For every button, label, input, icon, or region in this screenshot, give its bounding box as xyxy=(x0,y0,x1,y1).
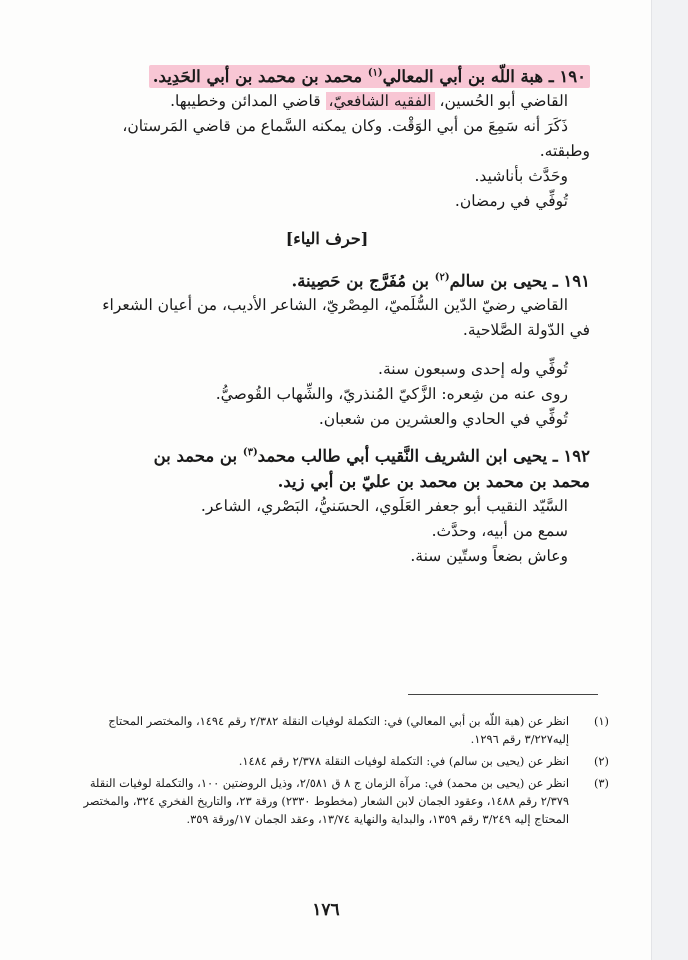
entry-192-line: محمد بن محمد بن محمد بن عليّ بن أبي زيد. xyxy=(277,471,590,491)
footnote-number: (١) xyxy=(593,714,609,728)
entry-191-line: تُوفِّي وله إحدى وسبعون سنة. xyxy=(378,360,568,378)
entry-190-heading xyxy=(64,60,590,89)
footnote-text: انظر عن (هبة اللّه بن أبي المعالي) في: التكملة لوفيات النقلة ٢/٣٨٢ رقم ١٤٩٤، والمختصر المحتاج إليه٣/٢٢٧ رقم ١٢٩٦. xyxy=(108,714,569,746)
footnote-number: (٣) xyxy=(593,776,609,790)
footnote-2 xyxy=(64,752,609,770)
entry-190-line: وحَدَّث بأناشيد. xyxy=(474,166,568,185)
footnotes xyxy=(64,712,609,832)
entry-190-line: وطبقته. xyxy=(539,141,590,160)
footnote-divider xyxy=(408,694,598,695)
entry-192-line: سمع من أبيه، وحدَّث. xyxy=(431,521,568,540)
section-title: [حرف الياء] xyxy=(285,228,369,248)
entry-192-line: السَّيّد النقيب أبو جعفر العَلَوي، الحسَنيُّ، البَصْري، الشاعر. xyxy=(200,496,568,515)
footnote-text: انظر عن (يحيى بن محمد) في: مرآة الزمان ج ٨ ق ٢/٥٨١، وذيل الروضتين ١٠٠، والتكملة لوفيات النقلة ٢/٣٧٩ رقم ١٤٨٨، وعقود الجمان لابن الشعار (مخطوط ٢٣٣٠) ورقة ٢٣، والتاريخ الفخري ٣٢٤، والمختصر المحتاج إليه ٣/٢٤٩ رقم ١٣٥٩، والبداية والنهاية ١٣/٧٤، وعقد الجمان ١٧/ورقة ٣٥٩. xyxy=(83,776,569,826)
entry-192-heading: ١٩٢ ـ يحيى ابن الشريف النَّقيب أبي طالب محمد$^{(٣)}$ بن محمد بن xyxy=(153,446,590,466)
viewer-side-strip xyxy=(651,0,688,960)
footnote-ref-3[interactable]: (٣) xyxy=(242,447,258,458)
footnote-ref-1[interactable]: (١) xyxy=(367,67,383,78)
footnote-ref-2[interactable]: (٢) xyxy=(434,271,450,283)
entry-191-heading: ١٩١ ـ يحيى بن سالم$^{(٢)}$ بن مُفَرَّج بن حَصِينة. xyxy=(291,271,590,290)
entry-190-line: تُوفِّي في رمضان. xyxy=(454,191,568,210)
footnote-1 xyxy=(64,712,609,748)
entry-190-line: ذَكَرَ أنه سَمِعَ من أبي الوَقْت. وكان يمكنه السَّماع من قاضي المَرستان، xyxy=(122,116,568,135)
footnote-text: انظر عن (يحيى بن سالم) في: التكملة لوفيات النقلة ٢/٣٧٨ رقم ١٤٨٤. xyxy=(238,754,569,768)
highlighted-heading: ١٩٠ ـ هبة اللّه بن أبي المعالي$^{(١)}$ محمد بن محمد بن أبي الحَدِيد. xyxy=(149,65,590,88)
entry-191-line: روى عنه من شِعره: الزَّكيّ المُنذريّ، والشِّهاب القُوصيُّ. xyxy=(215,385,568,403)
entry-190-line: القاضي أبو الحُسين، الفقيه الشافعيّ، قاضي المدائن وخطيبها. xyxy=(170,91,568,110)
page-number: ١٧٦ xyxy=(312,900,340,920)
footnote-number: (٢) xyxy=(593,754,609,768)
entry-191-line: في الدّولة الصَّلاحية. xyxy=(462,321,590,339)
entry-191-line: القاضي رضيّ الدّين السُّلَميّ، المِصْريّ، الشاعر الأديب، من أعيان الشعراء xyxy=(102,296,568,314)
entry-192-line: وعاش بضعاً وستّين سنة. xyxy=(410,546,568,565)
main-text xyxy=(64,60,590,569)
footnote-3 xyxy=(64,774,609,828)
highlighted-phrase: الفقيه الشافعيّ، xyxy=(326,92,435,110)
entry-191-line: تُوفِّي في الحادي والعشرين من شعبان. xyxy=(318,410,568,428)
